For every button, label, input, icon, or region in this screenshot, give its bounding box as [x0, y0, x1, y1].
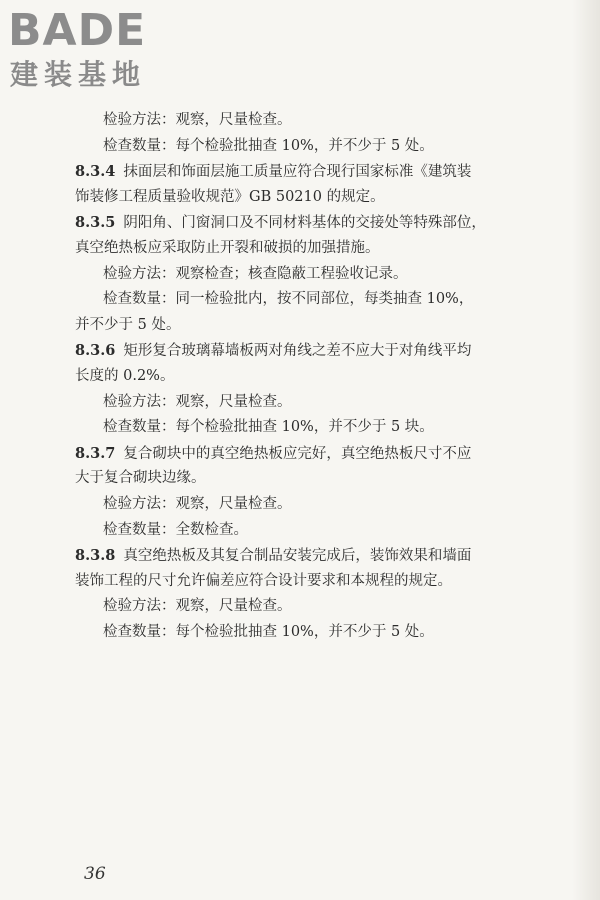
clause-number: 8.3.7 [75, 444, 116, 462]
text-line [75, 236, 545, 262]
line-text: 检查数量：每个检验批抽查 10%，并不少于 5 处。 [103, 137, 434, 154]
text-line [75, 594, 545, 620]
line-text: 阴阳角、门窗洞口及不同材料基体的交接处等特殊部位， [123, 215, 486, 232]
line-text: 大于复合砌块边缘。 [75, 470, 206, 487]
bade-logo [8, 6, 178, 94]
clause-line [75, 210, 545, 236]
line-text: 检查数量：同一检验批内，按不同部位，每类抽查 10%， [103, 291, 474, 308]
text-line [75, 390, 545, 416]
text-line [75, 415, 545, 441]
line-text: 真空绝热板应采取防止开裂和破损的加强措施。 [75, 239, 380, 256]
line-text: 装饰工程的尺寸允许偏差应符合设计要求和本规程的规定。 [75, 572, 452, 589]
clause-line [75, 441, 545, 467]
line-text: 检验方法：观察，尺量检查。 [103, 598, 292, 615]
text-line [75, 313, 545, 339]
line-text: 检查数量：每个检验批抽查 10%，并不少于 5 处。 [103, 623, 434, 640]
text-line [75, 518, 545, 544]
text-line [75, 569, 545, 595]
text-line [75, 620, 545, 646]
line-text: 饰装修工程质量验收规范》GB 50210 的规定。 [75, 188, 385, 205]
clause-number: 8.3.4 [75, 163, 116, 181]
line-text: 矩形复合玻璃幕墙板两对角线之差不应大于对角线平均 [123, 343, 472, 360]
line-text: 长度的 0.2%。 [75, 367, 175, 384]
line-text: 复合砌块中的真空绝热板应完好，真空绝热板尺寸不应 [123, 445, 472, 462]
clause-line [75, 159, 545, 185]
line-text: 并不少于 5 处。 [75, 316, 181, 333]
text-line [75, 185, 545, 211]
clause-number: 8.3.6 [75, 342, 116, 360]
text-line [75, 364, 545, 390]
line-text: 检验方法：观察，尺量检查。 [103, 112, 292, 128]
document-body [75, 108, 545, 645]
line-text: 检验方法：观察，尺量检查。 [103, 495, 292, 512]
page-edge-shading [572, 0, 600, 900]
logo-wordmark: BADE [8, 5, 147, 56]
clause-number: 8.3.5 [75, 214, 116, 232]
clause-number: 8.3.8 [75, 547, 116, 565]
text-line [75, 466, 545, 492]
line-text: 检验方法：观察，尺量检查。 [103, 393, 292, 410]
text-line [75, 134, 545, 160]
text-line [75, 492, 545, 518]
line-text: 检查数量：每个检验批抽查 10%，并不少于 5 块。 [103, 419, 434, 436]
page-number: 36 [84, 864, 106, 884]
logo-subtitle: 建装基地 [10, 58, 147, 91]
line-text: 抹面层和饰面层施工质量应符合现行国家标准《建筑装 [123, 164, 472, 181]
clause-line [75, 338, 545, 364]
text-line [75, 287, 545, 313]
text-line [75, 108, 545, 134]
clause-line [75, 543, 545, 569]
line-text: 检验方法：观察检查；核查隐蔽工程验收记录。 [103, 265, 408, 282]
text-line [75, 262, 545, 288]
line-text: 真空绝热板及其复合制品安装完成后，装饰效果和墙面 [123, 548, 472, 565]
line-text: 检查数量：全数检查。 [103, 521, 248, 538]
